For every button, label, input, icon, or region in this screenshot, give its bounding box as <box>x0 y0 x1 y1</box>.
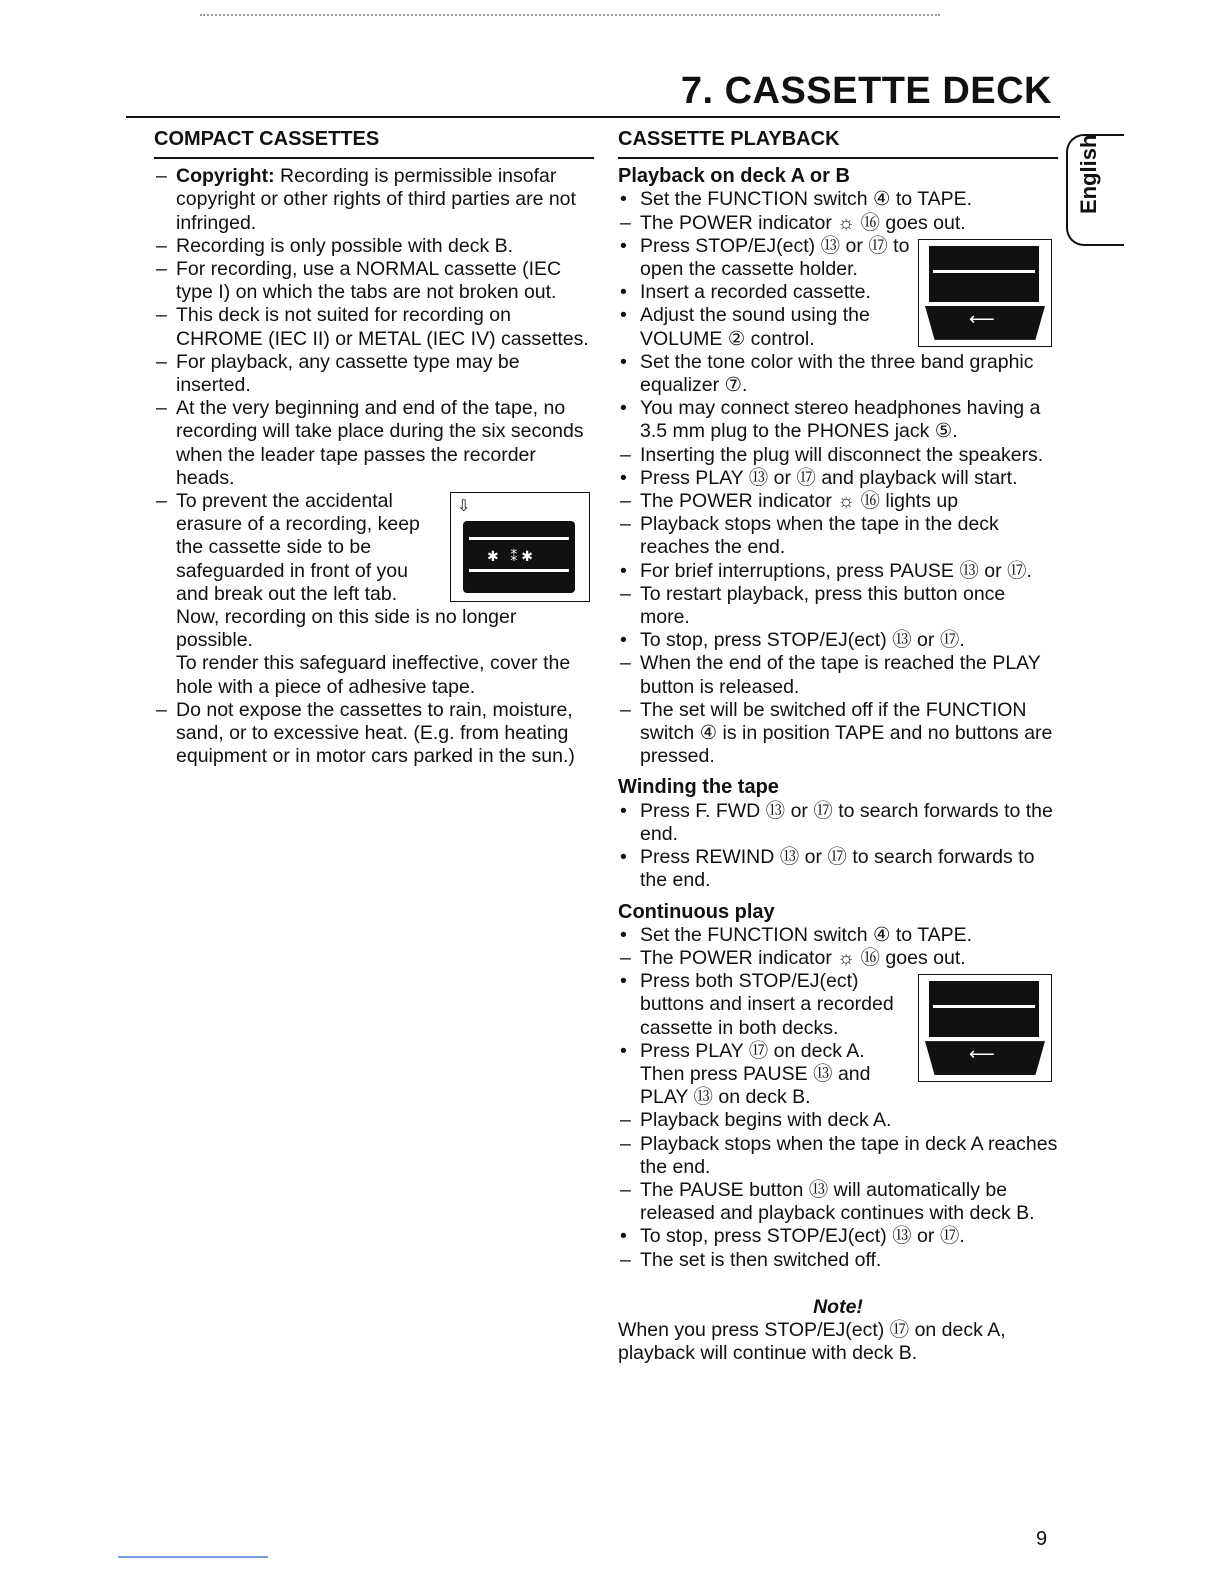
subheading-playback: Playback on deck A or B <box>618 165 850 188</box>
title-rule <box>126 116 1060 118</box>
list-item: – To restart playback, press this button once more. <box>620 582 1006 629</box>
list-item: • Adjust the sound using the VOLUME ② control. <box>620 304 870 350</box>
list-item: – The set will be switched off if the FUNCTION switch ④ is in position TAPE and no buttons are pressed. <box>620 698 1053 768</box>
note-text: When you press STOP/EJ(ect) ⑰ on deck A, playback will continue with deck B. <box>618 1318 1006 1365</box>
list-item: – Playback stops when the tape in the deck reaches the end. <box>620 513 999 559</box>
list-item: – This deck is not suited for recording on CHROME (IEC II) or METAL (IEC IV) cassettes. <box>156 304 589 350</box>
list-item: – Playback begins with deck A. <box>620 1109 892 1132</box>
list-item: – The PAUSE button ⑬ will automatically be released and playback continues with deck B. <box>620 1178 1035 1225</box>
list-item: • Set the FUNCTION switch ④ to TAPE. <box>620 188 973 211</box>
list-item: – Do not expose the cassettes to rain, moisture, sand, or to excessive heat. (E.g. from heating equipment or in motor cars parked in the sun.) <box>156 698 575 768</box>
list-item: • Press PLAY ⑬ or ⑰ and playback will start. <box>620 466 1018 489</box>
list-item: – The POWER indicator ☼ ⑯ goes out. <box>620 211 966 234</box>
list-item: • For brief interruptions, press PAUSE ⑬ or ⑰. <box>620 559 1032 582</box>
list-item: – Copyright: Recording is permissible insofar copyright or other rights of third parties are not infringed. <box>156 165 576 234</box>
list-item: • To stop, press STOP/EJ(ect) ⑬ or ⑰. <box>620 629 965 652</box>
list-item: • Press REWIND ⑬ or ⑰ to search forwards to the end. <box>620 846 1035 892</box>
eject-arrow-icon: ⟵ <box>969 1044 995 1065</box>
section-heading-cassette-playback: CASSETTE PLAYBACK <box>618 128 1058 159</box>
list-item: – Recording is only possible with deck B. <box>156 234 514 257</box>
subheading-winding: Winding the tape <box>618 776 779 799</box>
list-item: • Set the FUNCTION switch ④ to TAPE. <box>620 923 973 946</box>
language-tab-label: English <box>1076 134 1101 214</box>
safeguard-note: To render this safeguard ineffective, cover the hole with a piece of adhesive tape. <box>176 652 571 698</box>
list-item-safeguard: – ⇩ ✱ ⁑ ✱ To prevent the accidental erasure of a recording, keep the cassette side to be safeguarded in front of you and break out the left tab. Now, recording on this side is no longer possible. To render this safeguard ineffective, cover the hole with a piece of adhesive tape. <box>154 490 594 699</box>
list-item: – For playback, any cassette type may be inserted. <box>156 350 520 397</box>
right-column <box>618 128 1058 1365</box>
list-item: – At the very beginning and end of the tape, no recording will take place during the six seconds when the leader tape passes the recorder heads. <box>156 397 584 489</box>
subheading-continuous: Continuous play <box>618 900 775 923</box>
list-item: – The POWER indicator ☼ ⑯ lights up <box>620 490 959 513</box>
list-item: • Press both STOP/EJ(ect) buttons and insert a recorded cassette in both decks. <box>620 970 894 1039</box>
language-tab <box>1066 134 1124 246</box>
list-item: – The POWER indicator ☼ ⑯ goes out. <box>620 946 966 969</box>
note-title: Note! <box>813 1295 863 1318</box>
list-item: • You may connect stereo headphones having a 3.5 mm plug to the PHONES jack ⑤. <box>620 397 1041 443</box>
arrow-down-icon: ⇩ <box>457 498 471 516</box>
list-item: • To stop, press STOP/EJ(ect) ⑬ or ⑰. <box>620 1225 965 1248</box>
cassette-tab-illustration: ⇩ ✱ ⁑ ✱ <box>450 492 590 602</box>
list-item: • Press STOP/EJ(ect) ⑬ or ⑰ to open the cassette holder. <box>620 234 910 281</box>
list-item: – For recording, use a NORMAL cassette (IEC type I) on which the tabs are not broken out. <box>156 258 562 304</box>
eject-arrow-icon: ⟵ <box>969 308 995 329</box>
list-item: • Insert a recorded cassette. <box>620 281 871 304</box>
page-title: 7. CASSETTE DECK <box>680 70 1052 112</box>
section-heading-compact-cassettes: COMPACT CASSETTES <box>154 128 594 159</box>
list-item: – Playback stops when the tape in deck A reaches the end. <box>620 1132 1058 1178</box>
scan-marks-top <box>200 14 940 22</box>
scan-marks-bottom <box>118 1556 268 1558</box>
list-item: • Set the tone color with the three band graphic equalizer ⑦. <box>620 350 1034 397</box>
list-item: – The set is then switched off. <box>620 1248 882 1271</box>
list-item: • Press F. FWD ⑬ or ⑰ to search forwards to the end. <box>620 799 1053 845</box>
list-item: – When the end of the tape is reached the PLAY button is released. <box>620 652 1041 698</box>
list-item: – Inserting the plug will disconnect the speakers. <box>620 443 1044 466</box>
list-item: • Press PLAY ⑰ on deck A. Then press PAUSE ⑬ and PLAY ⑬ on deck B. <box>620 1039 871 1109</box>
page-number: 9 <box>1036 1528 1048 1550</box>
left-column <box>154 128 594 768</box>
